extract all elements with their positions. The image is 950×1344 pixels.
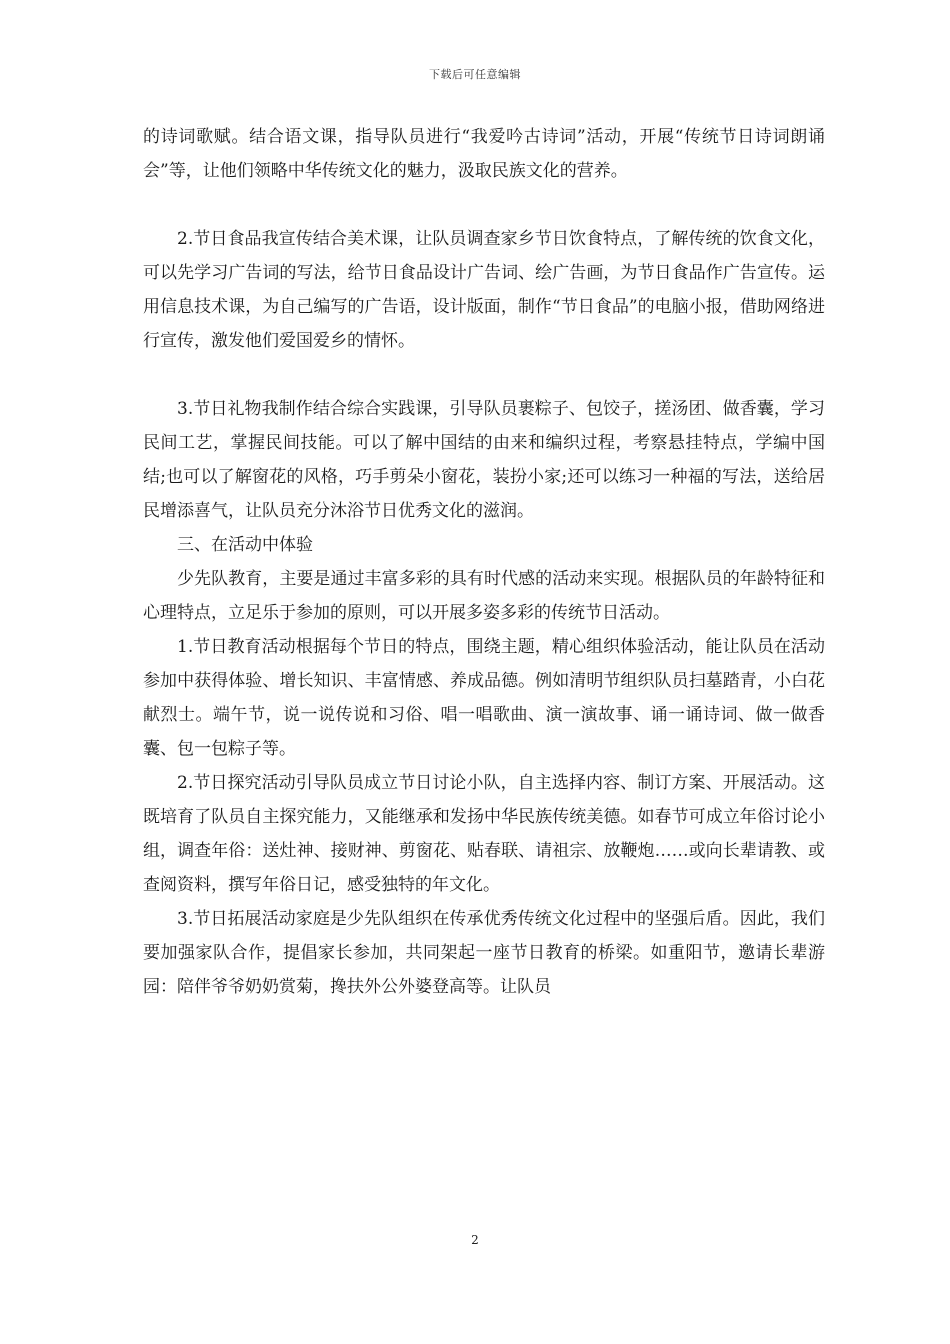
page-header-note: 下载后可任意编辑 (429, 68, 521, 81)
document-body (143, 120, 825, 1004)
paragraph-festival-inquiry-activity: 2.节日探究活动引导队员成立节日讨论小队，自主选择内容、制订方案、开展活动。这既培育了队员自主探究能力，又能继承和发扬中华民族传统美德。如春节可成立年俗讨论小组，调查年俗：送灶神、接财神、剪窗花、贴春联、请祖宗、放鞭炮……或向长辈请教、或查阅资料，撰写年俗日记，感受独特的年文化。 (143, 773, 825, 895)
paragraph-festival-food: 2.节日食品我宣传结合美术课，让队员调查家乡节日饮食特点，了解传统的饮食文化，可以先学习广告词的写法，给节日食品设计广告词、绘广告画，为节日食品作广告宣传。运用信息技术课，为自己编写的广告语，设计版面，制作“节日食品”的电脑小报，借助网络进行宣传，激发他们爱国爱乡的情怀。 (143, 229, 825, 351)
paragraph-festival-extension-activity: 3.节日拓展活动家庭是少先队组织在传承优秀传统文化过程中的坚强后盾。因此，我们要加强家队合作，提倡家长参加，共同架起一座节日教育的桥梁。如重阳节，邀请长辈游园：陪伴爷爷奶奶赏菊，搀扶外公外婆登高等。让队员 (143, 909, 825, 997)
paragraph-poetry-continuation: 的诗词歌赋。结合语文课，指导队员进行“我爱吟古诗词”活动，开展“传统节日诗词朗诵会”等，让他们领略中华传统文化的魅力，汲取民族文化的营养。 (143, 127, 825, 181)
paragraph-pioneer-education: 少先队教育，主要是通过丰富多彩的具有时代感的活动来实现。根据队员的年龄特征和心理特点，立足乐于参加的原则，可以开展多姿多彩的传统节日活动。 (143, 569, 825, 623)
section-heading-experience: 三、在活动中体验 (177, 535, 313, 555)
paragraph-festival-education-activity: 1.节日教育活动根据每个节日的特点，围绕主题，精心组织体验活动，能让队员在活动参加中获得体验、增长知识、丰富情感、养成品德。例如清明节组织队员扫墓踏青，小白花献烈士。端午节，说一说传说和习俗、唱一唱歌曲、演一演故事、诵一诵诗词、做一做香囊、包一包粽子等。 (143, 637, 825, 759)
page-number: 2 (471, 1233, 479, 1247)
paragraph-festival-gifts: 3.节日礼物我制作结合综合实践课，引导队员裹粽子、包饺子，搓汤团、做香囊，学习民间工艺，掌握民间技能。可以了解中国结的由来和编织过程，考察悬挂特点，学编中国结;也可以了解窗花的风格，巧手剪朵小窗花，装扮小家;还可以练习一种福的写法，送给居民增添喜气，让队员充分沐浴节日优秀文化的滋润。 (143, 399, 825, 521)
